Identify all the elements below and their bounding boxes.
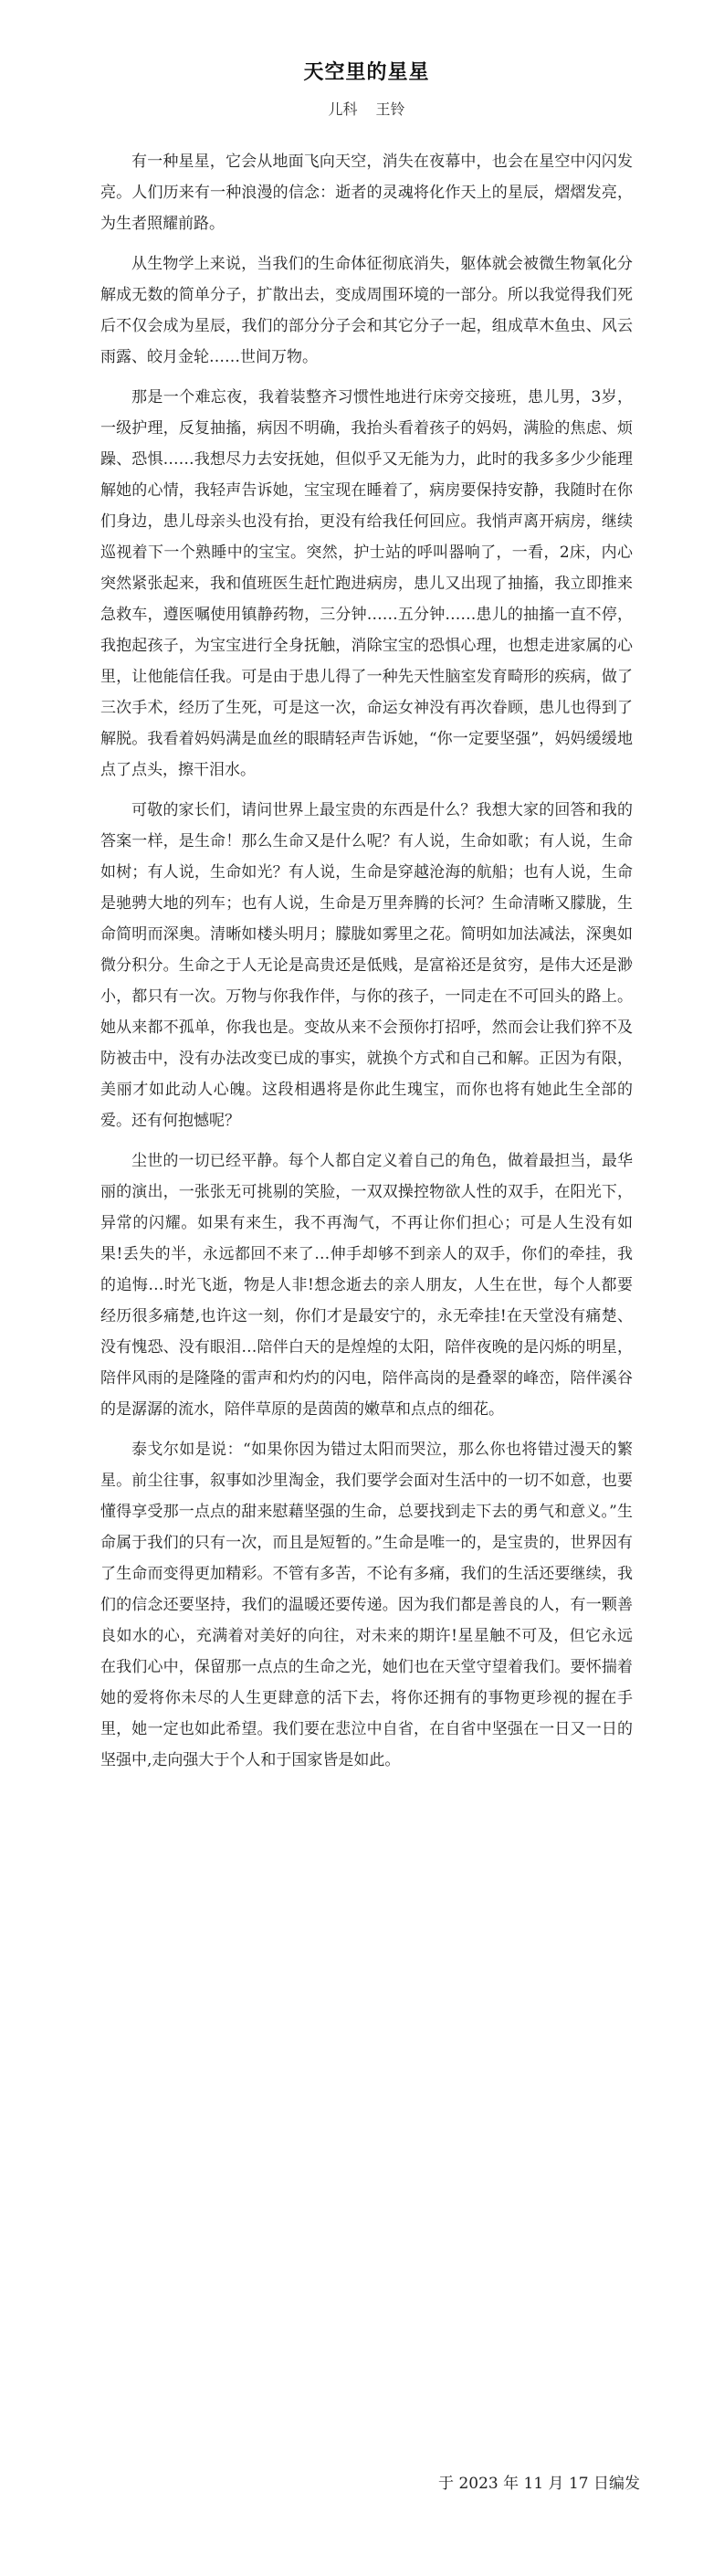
paragraph: 那是一个难忘夜，我着装整齐习惯性地进行床旁交接班，患儿男，3岁，一级护理，反复抽搐，病因不明确，我抬头看着孩子的妈妈，满脸的焦虑、烦躁、恐惧……我想尽力去安抚她，但似乎又无能为力，此时的我多多少少能理解她的心情，我轻声告诉她，宝宝现在睡着了，病房要保持安静，我随时在你们身边，患儿母亲头也没有抬，更没有给我任何回应。我悄声离开病房，继续巡视着下一个熟睡中的宝宝。突然，护士站的呼叫器响了，一看，2床，内心突然紧张起来，我和值班医生赶忙跑进病房，患儿又出现了抽搐，我立即推来急救车，遵医嘱使用镇静药物，三分钟……五分钟……患儿的抽搐一直不停，我抱起孩子，为宝宝进行全身抚触，消除宝宝的恐惧心理，也想走进家属的心里，让他能信任我。可是由于患儿得了一种先天性脑室发育畸形的疾病，做了三次手术，经历了生死，可是这一次，命运女神没有再次眷顾，患儿也得到了解脱。我看着妈妈满是血丝的眼睛轻声告诉她，“你一定要坚强”，妈妈缓缓地点了点头，擦干泪水。: [100, 388, 633, 779]
author-name: 王铃: [375, 100, 405, 118]
author-department: 儿科: [328, 100, 358, 118]
publish-date: 于 2023 年 11 月 17 日编发: [438, 2475, 640, 2493]
paragraph: 从生物学上来说，当我们的生命体征彻底消失，躯体就会被微生物氧化分解成无数的简单分子，扩散出去，变成周围环境的一部分。所以我觉得我们死后不仅会成为星辰，我们的部分分子会和其它分子一起，组成草木鱼虫、风云雨露、皎月金轮……世间万物。: [100, 255, 633, 366]
byline: [100, 98, 633, 119]
paragraph: 尘世的一切已经平静。每个人都自定义着自己的角色，做着最担当，最华丽的演出，一张张无可挑剔的笑脸，一双双操控物欲人性的双手，在阳光下，异常的闪耀。如果有来生，我不再淘气，不再让你们担心；可是人生没有如果!丢失的半，永远都回不来了…伸手却够不到亲人的双手，你们的牵挂，我的追悔…时光飞逝，物是人非!想念逝去的亲人朋友，人生在世，每个人都要经历很多痛楚,也许这一刻，你们才是最安宁的，永无牵挂!在天堂没有痛楚、没有愧恐、没有眼泪…陪伴白天的是煌煌的太阳，陪伴夜晚的是闪烁的明星，陪伴风雨的是隆隆的雷声和灼灼的闪电，陪伴高岗的是叠翠的峰峦，陪伴溪谷的是潺潺的流水，陪伴草原的是茵茵的嫩草和点点的细花。: [100, 1152, 633, 1419]
paragraph: 泰戈尔如是说：“如果你因为错过太阳而哭泣，那么你也将错过漫天的繁星。前尘往事，叙事如沙里淘金，我们要学会面对生活中的一切不如意，也要懂得享受那一点点的甜来慰藉坚强的生命，总要找到走下去的勇气和意义。”生命属于我们的只有一次，而且是短暂的。”生命是唯一的，是宝贵的，世界因有了生命而变得更加精彩。不管有多苦，不论有多痛，我们的生活还要继续，我们的信念还要坚持，我们的温暖还要传递。因为我们都是善良的人，有一颗善良如水的心，充满着对美好的向往，对未来的期许!星星触不可及，但它永远在我们心中，保留那一点点的生命之光，她们也在天堂守望着我们。要怀揣着她的爱将你未尽的人生更肆意的活下去，将你还拥有的事物更珍视的握在手里，她一定也如此希望。我们要在悲泣中自省，在自省中坚强在一日又一日的坚强中,走向强大于个人和于国家皆是如此。: [100, 1441, 633, 1769]
article-title: 天空里的星星: [303, 60, 430, 84]
article-body: [100, 146, 633, 1776]
paragraph: 可敬的家长们，请问世界上最宝贵的东西是什么？我想大家的回答和我的答案一样，是生命！那么生命又是什么呢？有人说，生命如歌；有人说，生命如树；有人说，生命如光？有人说，生命是穿越沧海的航船；也有人说，生命是驰骋大地的列车；也有人说，生命是万里奔腾的长河？生命清晰又朦胧，生命简明而深奥。清晰如楼头明月；朦胧如雾里之花。简明如加法减法，深奥如微分积分。生命之于人无论是高贵还是低贱，是富裕还是贫穷，是伟大还是渺小，都只有一次。万物与你我作伴，与你的孩子，一同走在不可回头的路上。她从来都不孤单，你我也是。变故从来不会预你打招呼，然而会让我们猝不及防被击中，没有办法改变已成的事实，就换个方式和自己和解。正因为有限，美丽才如此动人心魄。这段相遇将是你此生瑰宝，而你也将有她此生全部的爱。还有何抱憾呢？: [100, 801, 633, 1130]
paragraph: 有一种星星，它会从地面飞向天空，消失在夜幕中，也会在星空中闪闪发亮。人们历来有一种浪漫的信念：逝者的灵魂将化作天上的星辰，熠熠发亮，为生者照耀前路。: [100, 153, 633, 233]
